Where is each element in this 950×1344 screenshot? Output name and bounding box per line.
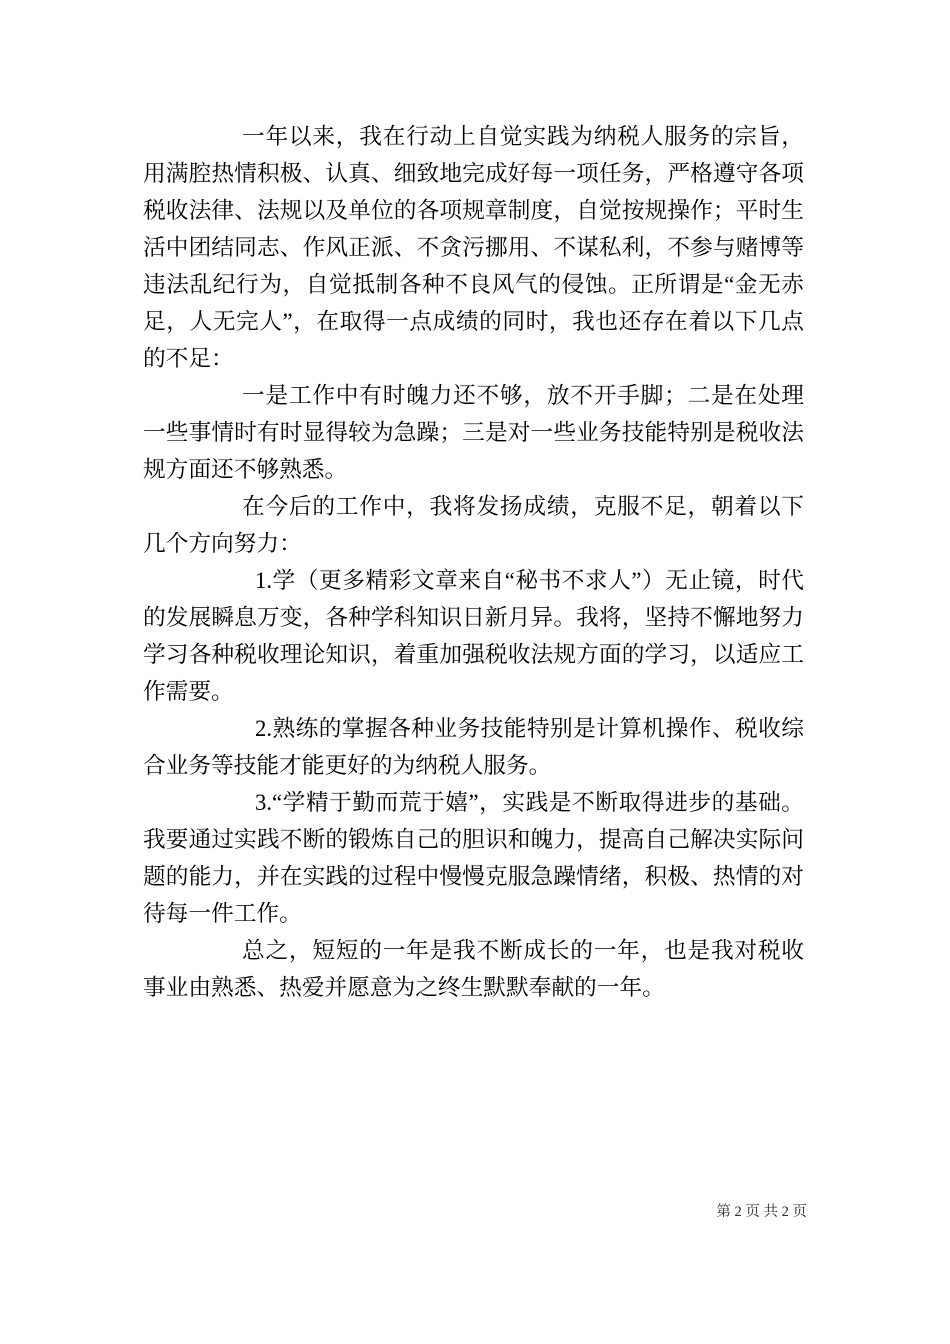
- paragraph: 一是工作中有时魄力还不够，放不开手脚；二是在处理一些事情时有时显得较为急躁；三是对一些业务技能特别是税收法规方面还不够熟悉。: [143, 383, 804, 482]
- paragraph: 2.熟练的掌握各种业务技能特别是计算机操作、税收综合业务等技能才能更好的为纳税人服务。: [143, 716, 804, 778]
- document-content: [143, 118, 804, 1006]
- page-footer: [716, 1202, 807, 1222]
- paragraph: 一年以来，我在行动上自觉实践为纳税人服务的宗旨，用满腔热情积极、认真、细致地完成好每一项任务，严格遵守各项税收法律、法规以及单位的各项规章制度，自觉按规操作；平时生活中团结同志、作风正派、不贪污挪用、不谋私利，不参与赌博等违法乱纪行为，自觉抵制各种不良风气的侵蚀。正所谓是“金无赤足，人无完人”，在取得一点成绩的同时，我也还存在着以下几点的不足：: [143, 124, 804, 371]
- page-number-label: 第 2 页 共 2 页: [716, 1204, 807, 1220]
- paragraph: 3.“学精于勤而荒于嬉”，实践是不断取得进步的基础。我要通过实践不断的锻炼自己的胆识和魄力，提高自己解决实际问题的能力，并在实践的过程中慢慢克服急躁情绪，积极、热情的对待每一件工作。: [143, 790, 804, 926]
- paragraph: 1.学（更多精彩文章来自“秘书不求人”）无止镜，时代的发展瞬息万变，各种学科知识日新月异。我将，坚持不懈地努力学习各种税收理论知识，着重加强税收法规方面的学习，以适应工作需要。: [143, 568, 804, 704]
- paragraph: 在今后的工作中，我将发扬成绩，克服不足，朝着以下几个方向努力：: [143, 494, 804, 556]
- paragraph: 总之，短短的一年是我不断成长的一年，也是我对税收事业由熟悉、热爱并愿意为之终生默默奉献的一年。: [143, 938, 804, 1000]
